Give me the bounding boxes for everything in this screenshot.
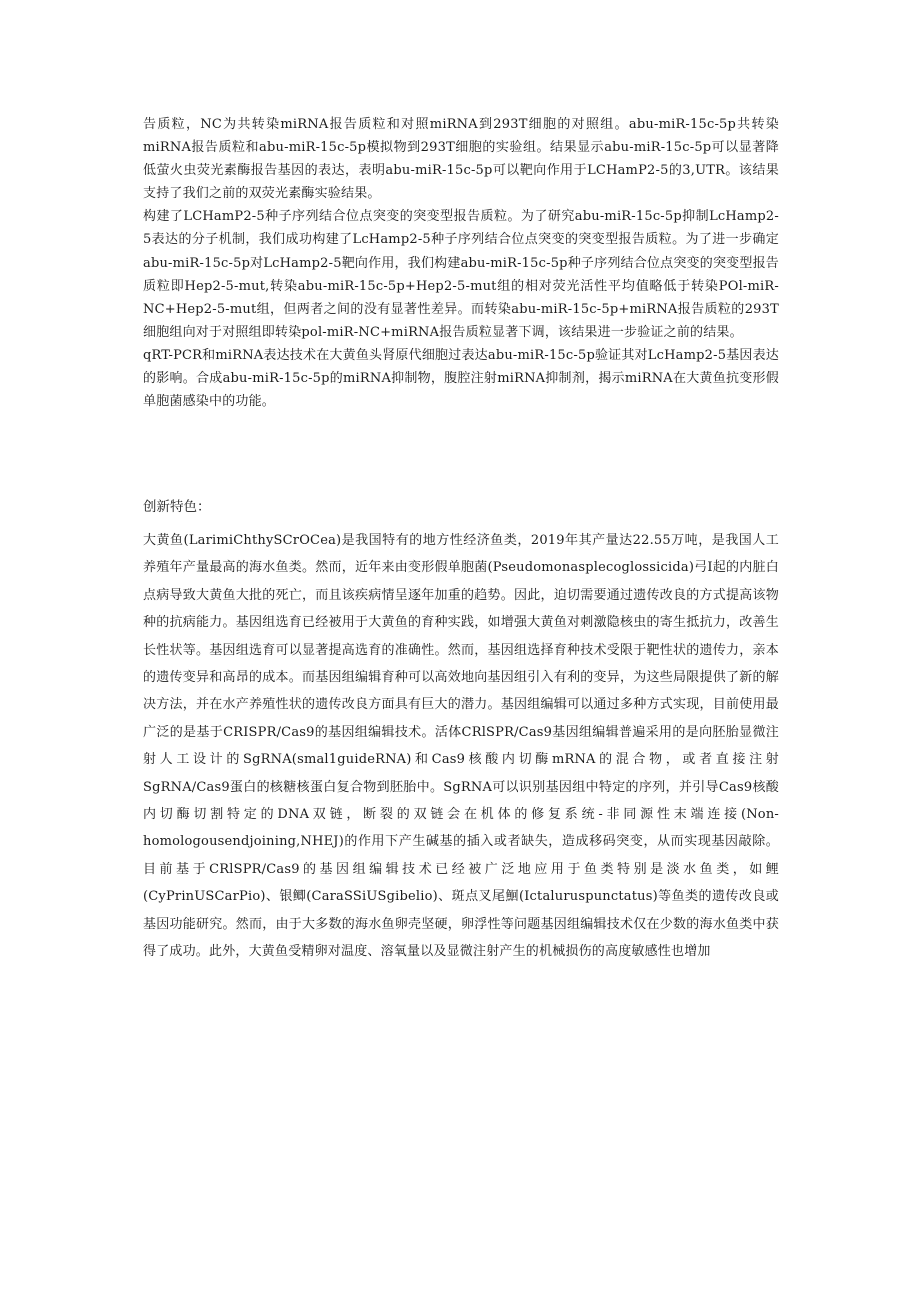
results-section — [143, 113, 779, 413]
innovation-section — [143, 527, 779, 966]
section-heading-innovation: 创新特色： — [143, 499, 211, 515]
paragraph-reporter-assay: 告质粒，NC为共转染miRNA报告质粒和对照miRNA到293T细胞的对照组。abu-miR-15c-5p共转染miRNA报告质粒和abu-miR-15c-5p模拟物到293T细胞的实验组。结果显示abu-miR-15c-5p可以显著降低萤火虫荧光素酶报告基因的表达，表明abu-miR-15c-5p可以靶向作用于LCHamP2-5的3,UTR。该结果支持了我们之前的双荧光素酶实验结果。 — [143, 117, 779, 202]
paragraph-mutant-reporter: 构建了LCHamP2-5种子序列结合位点突变的突变型报告质粒。为了研究abu-miR-15c-5p抑制LcHamp2-5表达的分子机制，我们成功构建了LcHamp2-5种子序列结合位点突变的突变型报告质粒。为了进一步确定abu-miR-15c-5p对LcHamp2-5靶向作用，我们构建abu-miR-15c-5p种子序列结合位点突变的突变型报告质粒即Hep2-5-mut,转染abu-miR-15c-5p+Hep2-5-mut组的相对荧光活性平均值略低于转染POl-miR-NC+Hep2-5-mut组，但两者之间的没有显著性差异。而转染abu-miR-15c-5p+miRNA报告质粒的293T细胞组向对于对照组即转染pol-miR-NC+miRNA报告质粒显著下调，该结果进一步验证之前的结果。 — [143, 209, 779, 340]
paragraph-qrt-pcr: qRT-PCR和miRNA表达技术在大黄鱼头肾原代细胞过表达abu-miR-15c-5p验证其对LcHamp2-5基因表达的影响。合成abu-miR-15c-5p的miRNA抑制物，腹腔注射miRNA抑制剂，揭示miRNA在大黄鱼抗变形假单胞菌感染中的功能。 — [143, 347, 779, 410]
paragraph-innovation: 大黄鱼(LarimiChthySCrOCea)是我国特有的地方性经济鱼类，2019年其产量达22.55万吨，是我国人工养殖年产量最高的海水鱼类。然而，近年来由变形假单胞菌(Pseudomonasplecoglossicida)弓I起的内脏白点病导致大黄鱼大批的死亡，而且该疾病情呈逐年加重的趋势。因此，迫切需要通过遗传改良的方式提高该物种的抗病能力。基因组选育已经被用于大黄鱼的育种实践，如增强大黄鱼对刺激隐核虫的寄生抵抗力，改善生长性状等。基因组选育可以显著提高选育的准确性。然而，基因组选择育种技术受限于靶性状的遗传力，亲本的遗传变异和高昂的成本。而基因组编辑育种可以高效地向基因组引入有利的变异，为这些局限提供了新的解决方法，并在水产养殖性状的遗传改良方面具有巨大的潜力。基因组编辑可以通过多种方式实现，目前使用最广泛的是基于CRISPR/Cas9的基因组编辑技术。活体CRlSPR/Cas9基因组编辑普遍采用的是向胚胎显微注射人工设计的SgRNA(smal1guideRNA)和Cas9核酸内切酶mRNA的混合物，或者直接注射SgRNA/Cas9蛋白的核糖核蛋白复合物到胚胎中。SgRNA可以识别基因组中特定的序列，并引导Cas9核酸内切酶切割特定的DNA双链，断裂的双链会在机体的修复系统-非同源性末端连接(Non-homologousendjoining,NHEJ)的作用下产生碱基的插入或者缺失，造成移码突变，从而实现基因敲除。目前基于CRlSPR/Cas9的基因组编辑技术已经被广泛地应用于鱼类特别是淡水鱼类，如鲤(CyPrinUSCarPio)、银鲫(CaraSSiUSgibelio)、斑点叉尾鮰(Ictaluruspunctatus)等鱼类的遗传改良或基因功能研究。然而，由于大多数的海水鱼卵壳坚硬，卵浮性等问题基因组编辑技术仅在少数的海水鱼类中获得了成功。此外，大黄鱼受精卵对温度、溶氧量以及显微注射产生的机械损伤的高度敏感性也增加 — [143, 533, 779, 960]
